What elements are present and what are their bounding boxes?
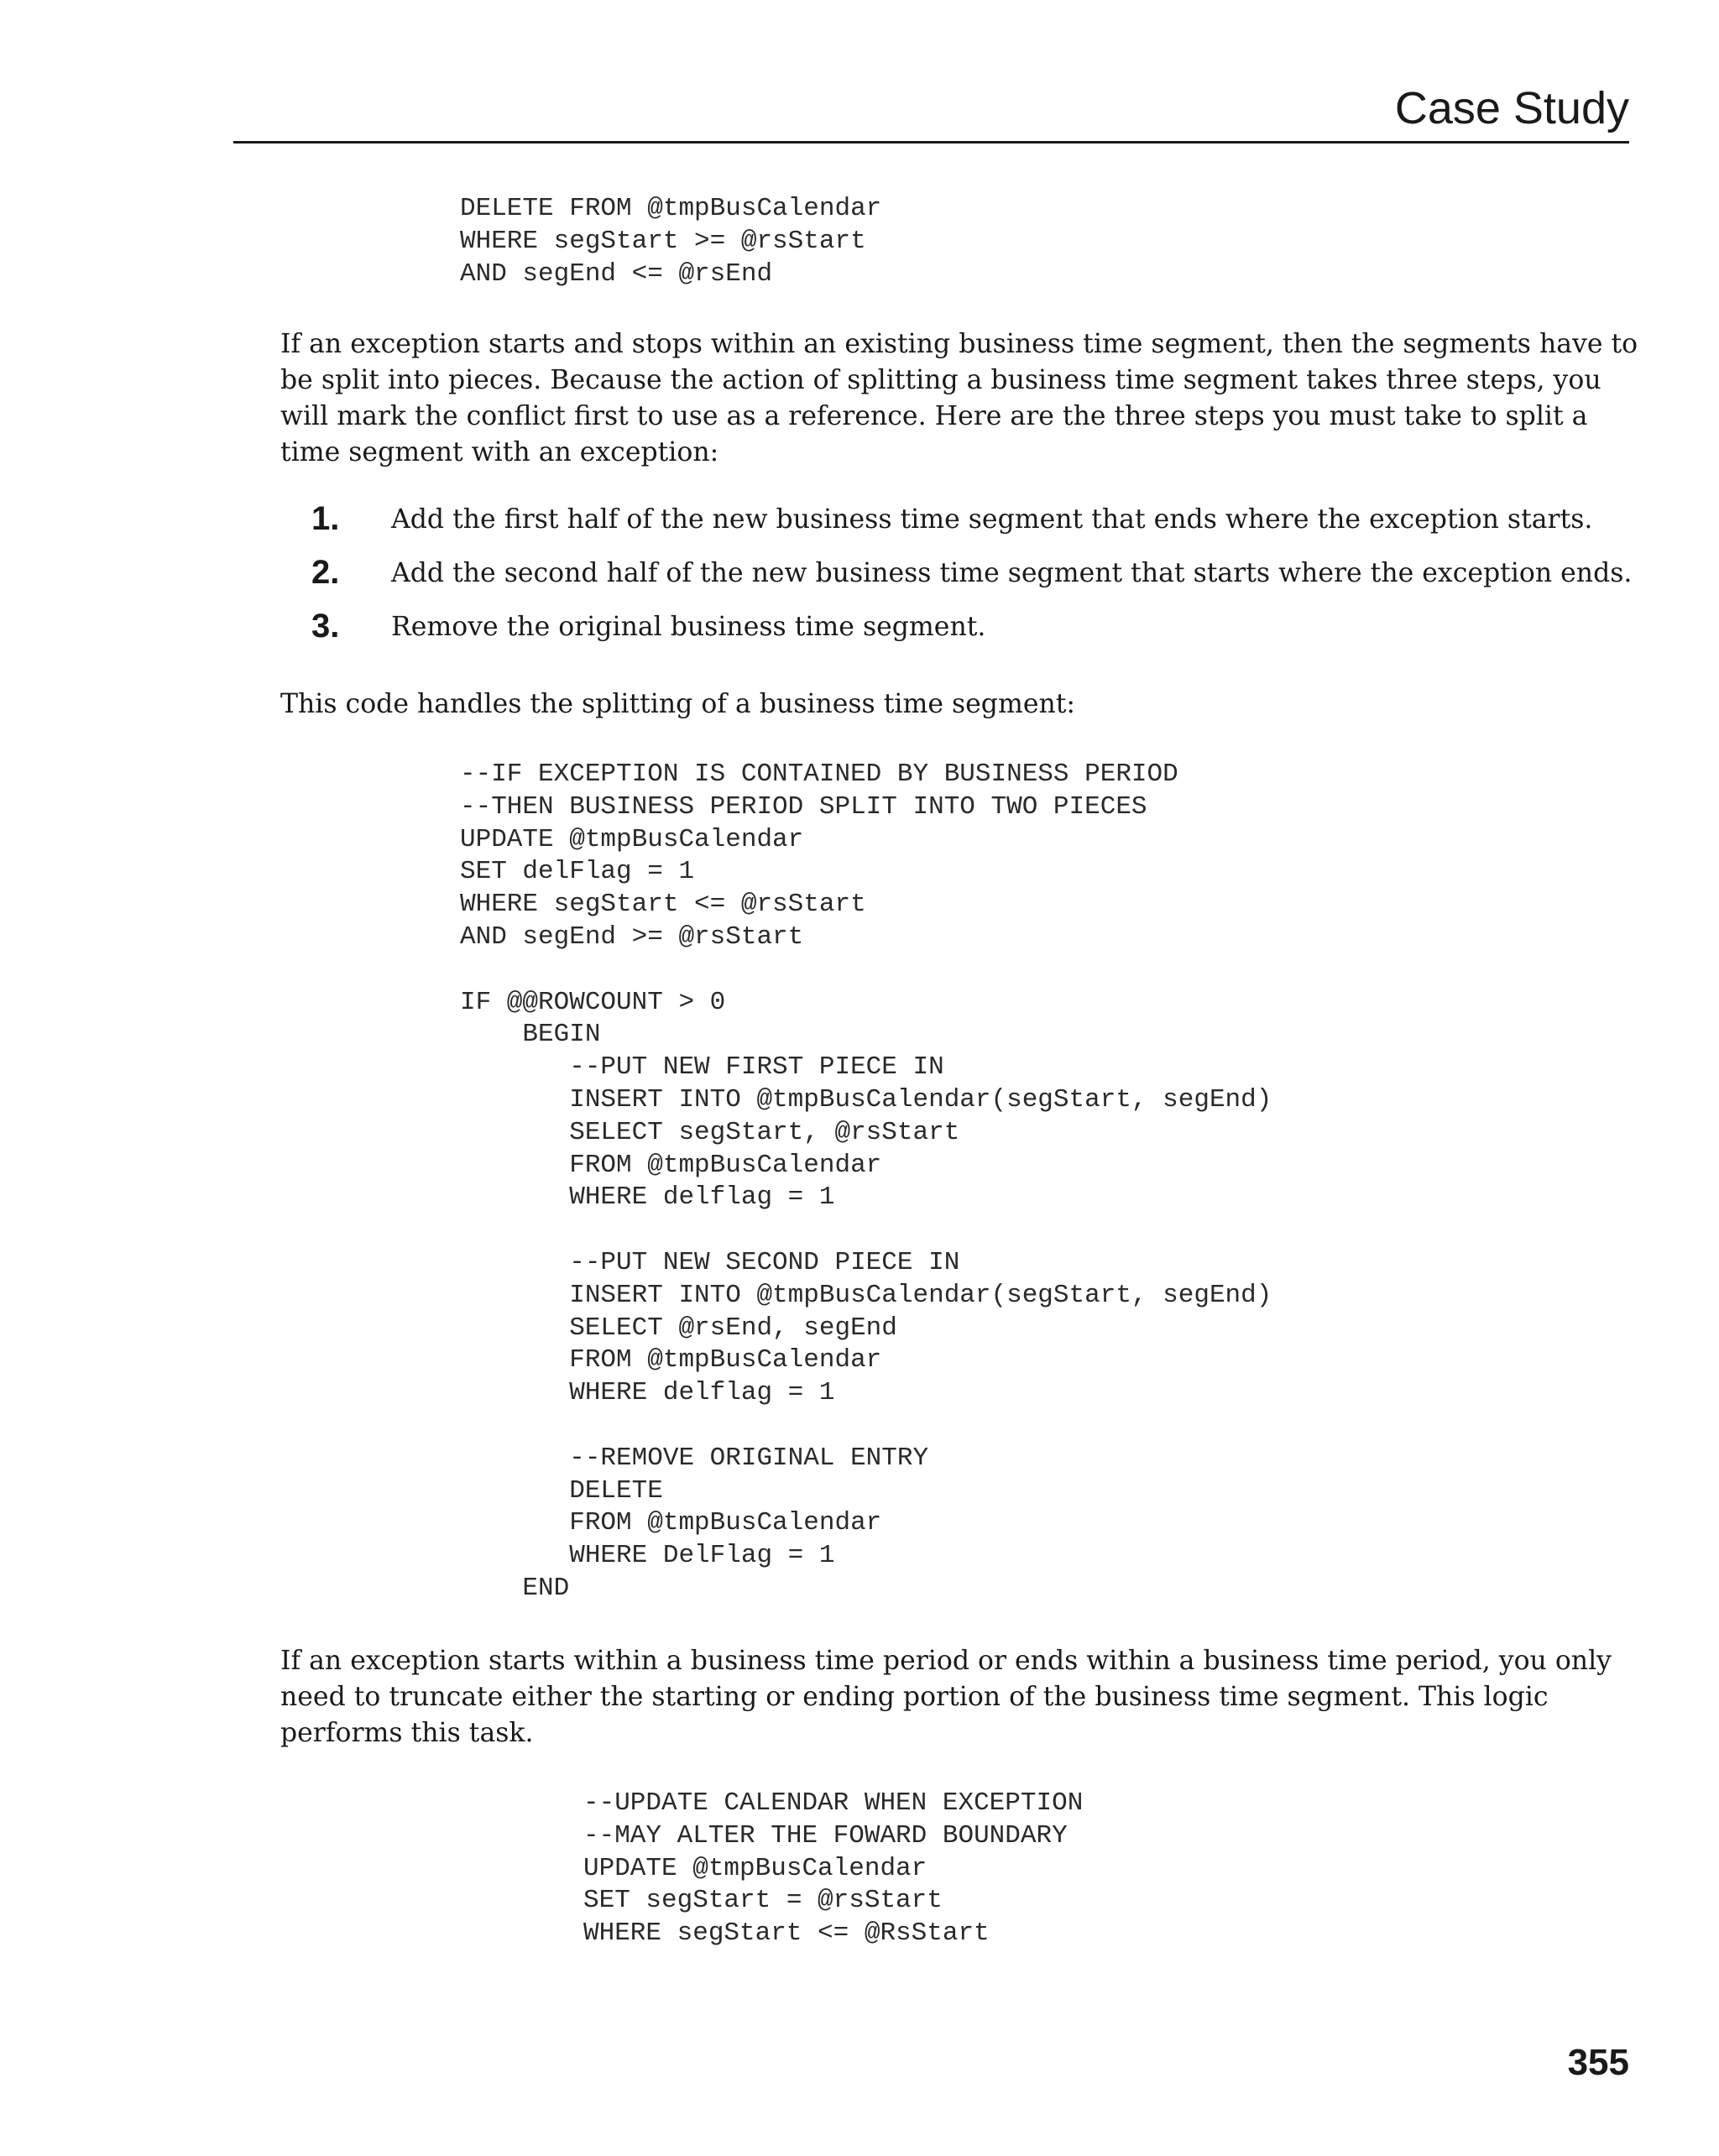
paragraph-code-intro: This code handles the splitting of a business time segment: — [280, 689, 1076, 719]
header-divider — [233, 141, 1629, 144]
paragraph-split-intro: If an exception starts and stops within an existing business time segment, then the segments have to be split into pieces. Because the action of splitting a business time segment takes three steps, you will mark the conflict first to use as a reference. Here are the three steps you must take to split a time segment with an exception: — [280, 329, 1638, 467]
code-block-truncate-segment: --UPDATE CALENDAR WHEN EXCEPTION --MAY ALTER THE FOWARD BOUNDARY UPDATE @tmpBusCalendar SET segStart = @rsStart WHERE segStart <= @RsStart — [583, 1788, 1084, 1949]
steps-list — [280, 499, 1640, 660]
code-block-split-segment: --IF EXCEPTION IS CONTAINED BY BUSINESS PERIOD --THEN BUSINESS PERIOD SPLIT INTO TWO PIECES UPDATE @tmpBusCalendar SET delFlag = 1 WHERE segStart <= @rsStart AND segEnd >= @rsStart IF @@ROWCOUNT > 0 BEGIN --PUT NEW FIRST PIECE IN INSERT INTO @tmpBusCalendar(segStart, segEnd) SELECT segStart, @rsStart FROM @tmpBusCalendar WHERE delflag = 1 --PUT NEW SECOND PIECE IN INSERT INTO @tmpBusCalendar(segStart, segEnd) SELECT @rsEnd, segEnd FROM @tmpBusCalendar WHERE delflag = 1 --REMOVE ORIGINAL ENTRY DELETE FROM @tmpBusCalendar WHERE DelFlag = 1 END — [460, 760, 1272, 1603]
step-text: Add the second half of the new business time segment that starts where the exception ends. — [391, 558, 1633, 588]
paragraph-truncate-intro: If an exception starts within a business time period or ends within a business time period, you only need to truncate either the starting or ending portion of the business time segment. This logic performs this task. — [280, 1646, 1612, 1748]
code-block-delete-segments: DELETE FROM @tmpBusCalendar WHERE segStart >= @rsStart AND segEnd <= @rsEnd — [460, 194, 882, 289]
step-number: 2. — [311, 554, 340, 591]
list-item — [280, 499, 1640, 552]
step-text: Add the first half of the new business time segment that ends where the exception starts. — [391, 504, 1593, 535]
step-text: Remove the original business time segment. — [391, 612, 986, 642]
list-item — [280, 606, 1640, 660]
list-item — [280, 552, 1640, 606]
step-number: 1. — [311, 500, 340, 537]
chapter-header-title: Case Study — [1394, 83, 1629, 133]
page-number: 355 — [1567, 2042, 1629, 2083]
step-number: 3. — [311, 608, 340, 645]
